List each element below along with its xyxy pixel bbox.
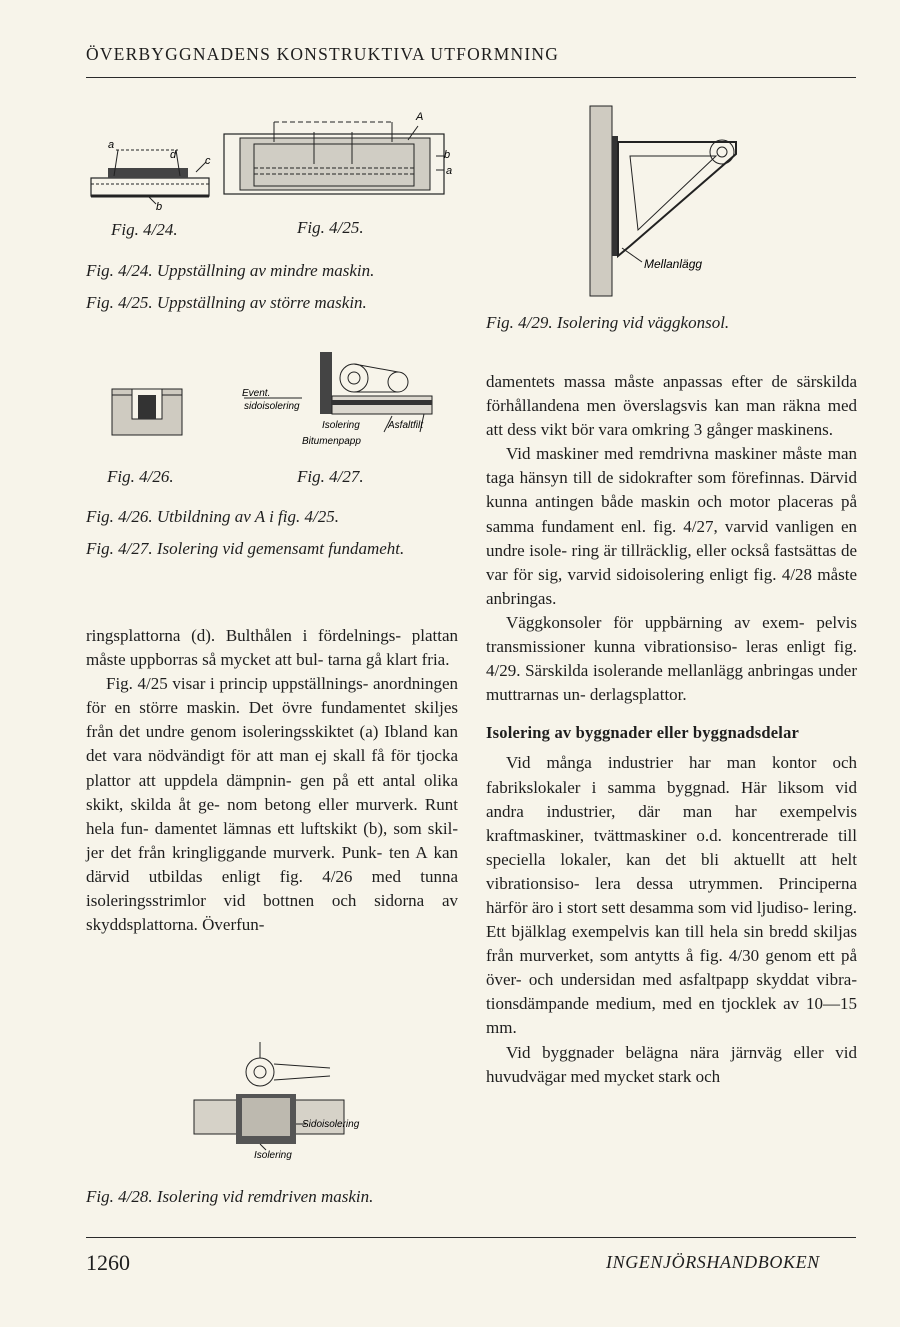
right-paragraph-5: Vid byggnader belägna nära järnväg eller vid huvudvägar med mycket stark och	[486, 1042, 857, 1086]
fig24-label-d: d	[170, 149, 177, 161]
right-column	[486, 370, 857, 1089]
fig25-label-b: b	[444, 149, 451, 161]
fig25-label-A: A	[416, 111, 424, 123]
section-heading: Isolering av byggnader eller byggnadsdelar	[486, 723, 800, 743]
right-paragraph-4: Vid många industrier har man kontor och fabrikslokaler i samma byggnad. Här liksom vid andra industrier, där man har exempelvis kraftmaskiner, tvättmaskiner o.d. koncentrerade till speciella lokaler, kan det bli aktuellt att helt vibrationsiso- lera dessa utrymmen. Principerna härför äro i stort sett desamma som vid ljudiso- lering. Ett bjälklag exempelvis kan till hela sin bredd skiljas från murverket, som antytts å fig. 4/30 genom ett på över- och undersidan med asfaltpapp skyddat vibra- tionsdämpande medium, med en tjocklek av 10—15 mm.	[486, 753, 857, 1038]
fig-4-25-caption: Fig. 4/25. Uppställning av större maskin.	[86, 293, 367, 312]
page-number: 1260	[86, 1250, 130, 1275]
fig27-label-isolering: Isolering	[322, 420, 360, 431]
fig24-label-a: a	[108, 139, 115, 151]
fig-4-27-drawing	[242, 340, 442, 450]
fig-4-24-label: Fig. 4/24.	[111, 220, 178, 239]
fig24-label-c: c	[205, 155, 211, 167]
fig27-label-event: Event.	[242, 388, 271, 399]
right-paragraph-2: Vid maskiner med remdrivna maskiner måste man taga hänsyn till de sidokrafter som förefinnas. Därvid kunna antingen både maskin och motor placeras på samma fundament enl. fig. 4/27, varvid vanligen en undre isole- ring är tillräcklig, eller också fastsättas de var för sig, varvid sidoisolering enligt fig. 4/28 måste anbringas.	[486, 444, 857, 608]
fig-4-26-caption: Fig. 4/26. Utbildning av A i fig. 4/25.	[86, 507, 339, 526]
fig28-label-isolering: Isolering	[254, 1150, 292, 1161]
header-rule	[86, 77, 856, 78]
left-paragraph-1: ringsplattorna (d). Bulthålen i fördelnings- plattan måste uppborras så mycket att bul- tarna gå klart fria.	[86, 626, 458, 670]
footer-rule	[86, 1237, 856, 1238]
fig25-label-a: a	[446, 165, 453, 177]
fig-4-27-caption: Fig. 4/27. Isolering vid gemensamt fundameht.	[86, 539, 405, 558]
fig-4-25-label: Fig. 4/25.	[297, 218, 364, 237]
fig27-label-bitumen: Bitumenpapp	[302, 436, 361, 447]
left-paragraph-2: Fig. 4/25 visar i princip uppställnings- anordningen för en större maskin. Det övre fundamentet skiljes från det undre genom isoleringsskiktet (a) Ibland kan det vara nödvändigt för att man ej skall få för tjocka plattor att uppdela dämpnin- gen på ett antal olika skikt, skilda åt ge- nom betong eller murverk. Runt hela fun- damentet lämnas ett luftskikt (b), som skil- jer det från kringliggande murverk. Punk- ten A kan därvid utbildas enligt fig. 4/26 med tunna isoleringsstrimlor vid bottnen och sidorna av skyddsplattorna. Överfun-	[86, 674, 458, 935]
fig-4-29-drawing	[586, 106, 756, 296]
fig-4-27-label: Fig. 4/27.	[297, 467, 364, 486]
fig-4-28-caption: Fig. 4/28. Isolering vid remdriven maskin.	[86, 1187, 374, 1206]
fig-4-29-caption: Fig. 4/29. Isolering vid väggkonsol.	[486, 313, 730, 332]
running-header: ÖVERBYGGNADENS KONSTRUKTIVA UTFORMNING	[86, 44, 560, 64]
fig29-label-mellan: Mellanlägg	[644, 257, 703, 271]
right-paragraph-3: Väggkonsoler för uppbärning av exem- pelvis transmissioner kunna vibrationsiso- leras enligt fig. 4/29. Särskilda isolerande mellanlägg anbringas under muttrarnas un- derlagsplattor.	[486, 612, 857, 705]
fig-4-26-drawing	[110, 385, 185, 437]
fig24-label-b: b	[156, 201, 163, 213]
left-column	[86, 624, 458, 937]
right-paragraph-1: damentets massa måste anpassas efter de särskilda förhållandena men överslagsvis kan man räkna med att dess vikt bör vara omkring 3 gånger maskinens.	[486, 372, 857, 440]
footer-title: INGENJÖRSHANDBOKEN	[606, 1252, 820, 1272]
fig-4-24-drawing	[86, 140, 216, 215]
fig28-label-sido: Sidoisolering	[302, 1119, 360, 1130]
fig-4-28-drawing	[190, 1040, 380, 1165]
fig-4-26-label: Fig. 4/26.	[107, 467, 174, 486]
fig-4-25-drawing	[222, 108, 462, 198]
fig27-label-sido: sidoisolering	[244, 401, 300, 412]
fig27-label-asfalt: Asfaltfilt	[388, 420, 424, 431]
fig-4-24-caption: Fig. 4/24. Uppställning av mindre maskin.	[86, 261, 375, 280]
